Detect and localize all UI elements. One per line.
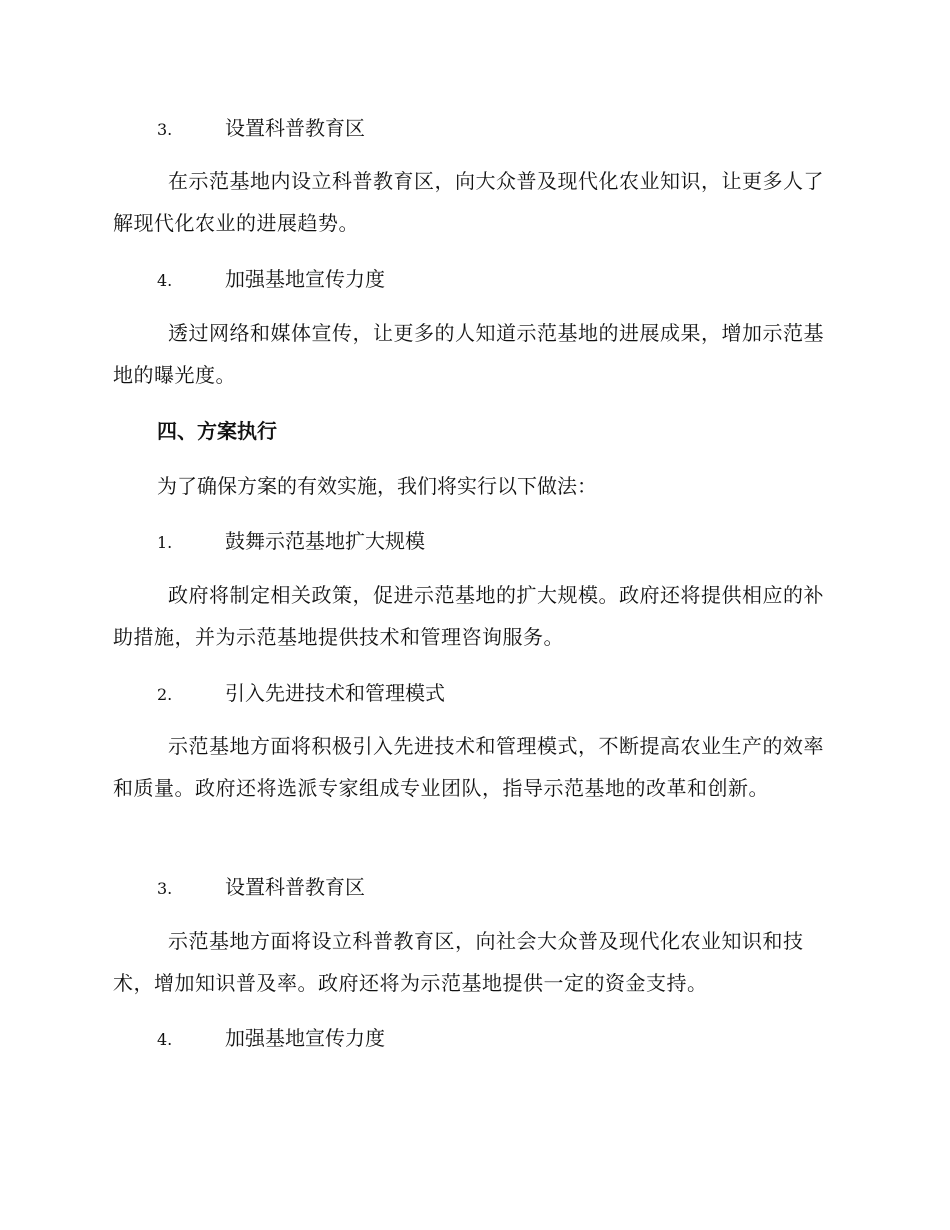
body-paragraph: 示范基地方面将设立科普教育区，向社会大众普及现代化农业知识和技术，增加知识普及率。政府还将为示范基地提供一定的资金支持。 xyxy=(113,929,804,995)
list-item-heading xyxy=(157,873,365,903)
list-number: 1. xyxy=(157,533,173,552)
list-number: 3. xyxy=(157,120,173,139)
list-item-heading xyxy=(157,265,385,295)
list-item-heading xyxy=(157,114,365,144)
list-item-title: 设置科普教育区 xyxy=(225,116,365,140)
list-item-heading xyxy=(157,527,425,557)
list-item-heading xyxy=(157,679,445,709)
list-item-title: 鼓舞示范基地扩大规模 xyxy=(225,529,425,553)
list-number: 2. xyxy=(157,685,173,704)
intro-paragraph: 为了确保方案的有效实施，我们将实行以下做法： xyxy=(157,474,597,498)
body-paragraph: 透过网络和媒体宣传，让更多的人知道示范基地的进展成果，增加示范基地的曝光度。 xyxy=(113,321,824,387)
list-item-title: 加强基地宣传力度 xyxy=(225,267,385,291)
list-number: 4. xyxy=(157,1030,173,1049)
body-paragraph: 在示范基地内设立科普教育区，向大众普及现代化农业知识，让更多人了解现代化农业的进展趋势。 xyxy=(113,169,824,235)
list-item-title: 引入先进技术和管理模式 xyxy=(225,681,445,705)
list-item-title: 设置科普教育区 xyxy=(225,875,365,899)
list-number: 4. xyxy=(157,271,173,290)
list-item-title: 加强基地宣传力度 xyxy=(225,1026,385,1050)
list-item-heading xyxy=(157,1024,385,1054)
section-heading: 四、方案执行 xyxy=(157,419,277,443)
body-paragraph: 政府将制定相关政策，促进示范基地的扩大规模。政府还将提供相应的补助措施，并为示范基地提供技术和管理咨询服务。 xyxy=(113,583,824,649)
body-paragraph: 示范基地方面将积极引入先进技术和管理模式，不断提高农业生产的效率和质量。政府还将选派专家组成专业团队，指导示范基地的改革和创新。 xyxy=(113,734,824,800)
list-number: 3. xyxy=(157,879,173,898)
